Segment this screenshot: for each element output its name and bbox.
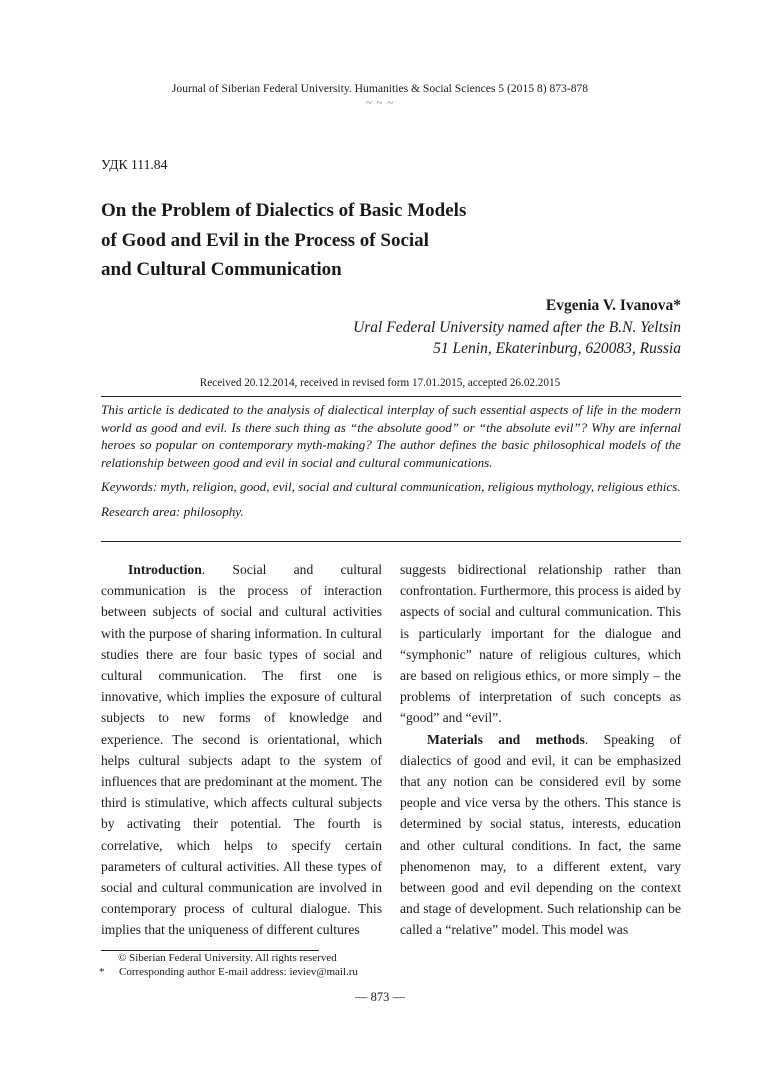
affiliation-line: Ural Federal University named after the B.N. Yeltsin	[353, 319, 681, 336]
methods-text: . Speaking of dialectics of good and evil, it can be emphasized that any notion can be considered evil by some people and vice versa by the others. This stance is determined by social status, interests, education and other cultural conditions. In fact, the same phenomenon may, to a different extent, vary between good and evil depending on the context and stage of development. Such relationship can be called a “relative” model. This model was	[400, 731, 681, 938]
journal-header: Journal of Siberian Federal University. Humanities & Social Sciences 5 (2015 8) 873-878	[171, 82, 589, 95]
abstract-block	[101, 401, 681, 520]
footnote-copyright: © Siberian Federal University. All rights reserved	[118, 952, 337, 964]
author-name: Evgenia V. Ivanova*	[545, 297, 681, 314]
intro-text: . Social and cultural communication is the process of interaction between subjects of social and cultural activities with the purpose of sharing information. In cultural studies there are four basic types of social and cultural communication. The first one is innovative, which implies the exposure of cultural subjects to new forms of knowledge and experience. The second is orientational, which helps cultural subjects adapt to the system of influences that are predominant at the moment. The third is stimulative, which affects cultural subjects by activating their potential. The fourth is correlative, which helps to specify certain parameters of cultural activities. All these types of social and cultural communication are involved in contemporary process of cultural dialogue. This implies that the uniqueness of different cultures	[101, 562, 382, 938]
title-line: of Good and Evil in the Process of Social	[101, 229, 429, 251]
footnote-rule	[101, 950, 319, 951]
research-area: Research area: philosophy.	[101, 503, 244, 519]
methods-paragraph	[400, 729, 681, 941]
body-column-left	[101, 559, 382, 941]
title-line: and Cultural Communication	[101, 259, 342, 280]
intro-paragraph	[101, 559, 382, 941]
abstract-top-rule	[101, 396, 681, 397]
affiliation-line: 51 Lenin, Ekaterinburg, 620083, Russia	[433, 340, 681, 357]
author-affiliation	[353, 317, 681, 359]
title-line: On the Problem of Dialectics of Basic Models	[101, 200, 467, 221]
page-number: — 873 —	[355, 990, 405, 1004]
udk-code: УДК 111.84	[101, 157, 168, 172]
body-column-right	[400, 559, 681, 941]
intro-heading: Introduction	[128, 562, 202, 577]
keywords: Keywords: myth, religion, good, evil, social and cultural communication, religious mythology, religious ethics.	[101, 479, 681, 494]
header-ornament: ~ ~ ~	[365, 97, 395, 109]
abstract-bottom-rule	[101, 541, 681, 542]
received-dates: Received 20.12.2014, received in revised form 17.01.2015, accepted 26.02.2015	[199, 377, 561, 389]
article-title	[101, 196, 561, 285]
footnote-marker: *	[99, 966, 105, 978]
footnote-email: Corresponding author E-mail address: ieviev@mail.ru	[119, 966, 358, 978]
footnote-corresponding	[99, 966, 358, 978]
methods-heading: Materials and methods	[427, 731, 585, 747]
continuation-paragraph: suggests bidirectional relationship rather than confrontation. Furthermore, this process is aided by aspects of social and cultural communication. This is particularly important for the dialogue and “symphonic” nature of religious cultures, which are based on religious ethics, or more simply – the problems of interpretation of such concepts as “good” and “evil”.	[400, 562, 681, 726]
abstract-text: This article is dedicated to the analysis of dialectical interplay of such essential aspects of life in the modern world as good and evil. Is there such thing as “the absolute good” or “the absolute evil”? Why are infernal heroes so popular on contemporary myth-making? The author defines the basic philosophical models of the relationship between good and evil in social and cultural communications.	[101, 402, 681, 470]
